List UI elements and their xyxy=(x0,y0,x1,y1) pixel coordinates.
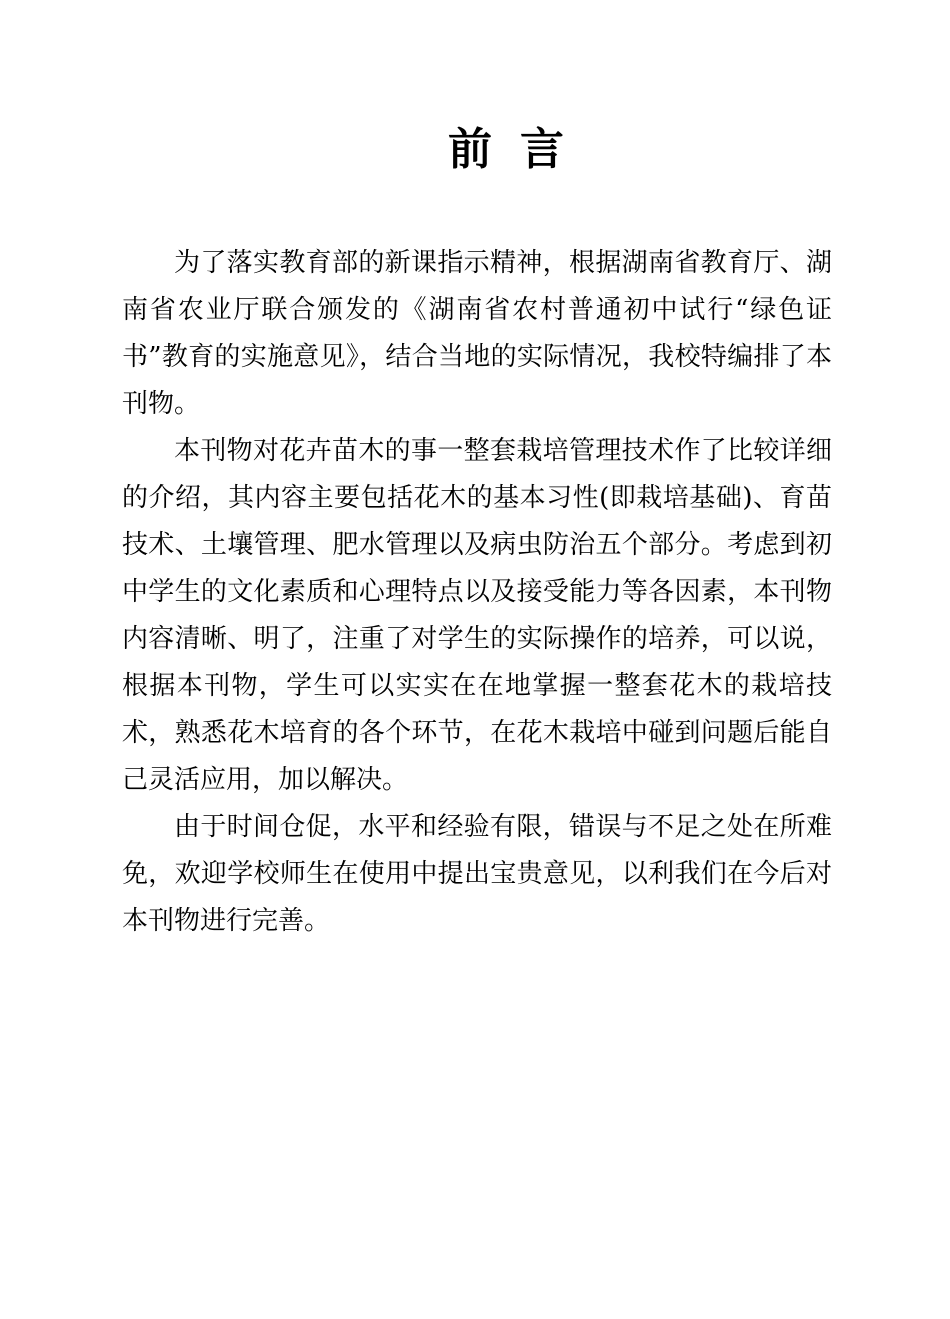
paragraph-3: 由于时间仓促，水平和经验有限，错误与不足之处在所难免，欢迎学校师生在使用中提出宝贵意见，以利我们在今后对本刊物进行完善。 xyxy=(122,812,832,936)
paragraph-2: 本刊物对花卉苗木的事一整套栽培管理技术作了比较详细的介绍，其内容主要包括花木的基本习性(即栽培基础)、育苗技术、土壤管理、肥水管理以及病虫防治五个部分。考虑到初中学生的文化素质和心理特点以及接受能力等各因素，本刊物内容清晰、明了，注重了对学生的实际操作的培养，可以说，根据本刊物，学生可以实实在在地掌握一整套花木的栽培技术，熟悉花木培育的各个环节，在花木栽培中碰到问题后能自己灵活应用，加以解决。 xyxy=(122,436,832,795)
paragraph-1: 为了落实教育部的新课指示精神，根据湖南省教育厅、湖南省农业厅联合颁发的《湖南省农村普通初中试行“绿色证书”教育的实施意见》，结合当地的实际情况，我校特编排了本刊物。 xyxy=(122,248,832,419)
preface-body xyxy=(122,240,832,945)
page-title: 前言 xyxy=(448,124,592,175)
